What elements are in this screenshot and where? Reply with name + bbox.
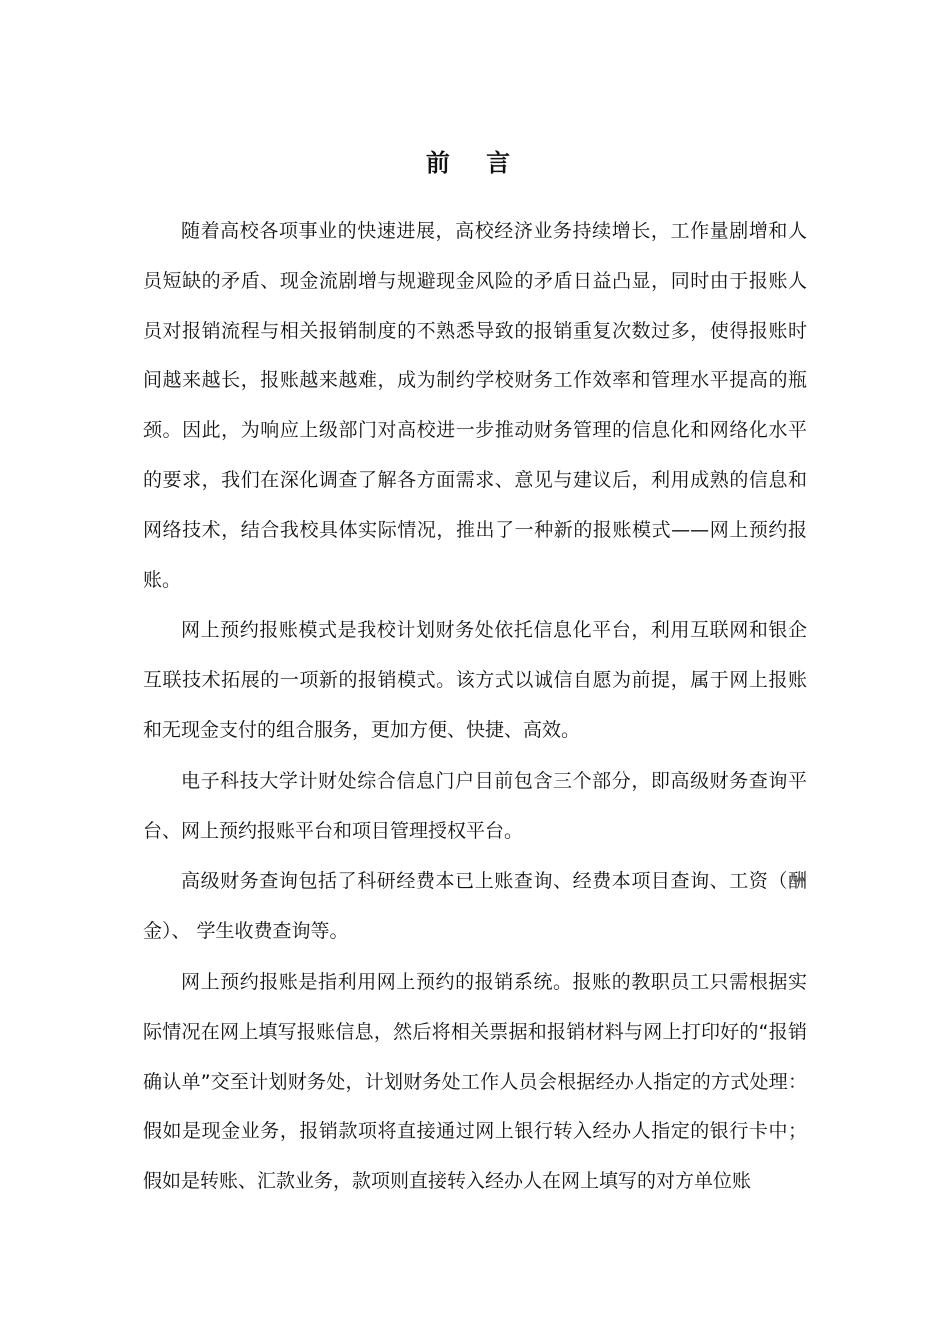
paragraph-5: 网上预约报账是指利用网上预约的报销系统。报账的教职员工只需根据实际情况在网上填写报账信息，然后将相关票据和报销材料与网上打印好的“报销确认单”交至计划财务处，计划财务处工作人员会根据经办人指定的方式处理：假如是现金业务，报销款项将直接通过网上银行转入经办人指定的银行卡中；假如是转账、汇款业务，款项则直接转入经办人在网上填写的对方单位账 [143,970,807,1193]
body-text [143,207,807,1208]
paragraph-2: 网上预约报账模式是我校计划财务处依托信息化平台，利用互联网和银企互联技术拓展的一项新的报销模式。该方式以诚信自愿为前提，属于网上报账和无现金支付的组合服务，更加方便、快捷、高效。 [143,619,807,741]
paragraph-1: 随着高校各项事业的快速进展，高校经济业务持续增长，工作量剧增和人员短缺的矛盾、现金流剧增与规避现金风险的矛盾日益凸显，同时由于报账人员对报销流程与相关报销制度的不熟悉导致的报销重复次数过多，使得报账时间越来越长，报账越来越难，成为制约学校财务工作效率和管理水平提高的瓶颈。因此，为响应上级部门对高校进一步推动财务管理的信息化和网络化水平的要求，我们在深化调查了解各方面需求、意见与建议后，利用成熟的信息和网络技术，结合我校具体实际情况，推出了一种新的报账模式——网上预约报账。 [143,220,807,591]
page-title: 前 言 [425,149,525,177]
paragraph-4: 高级财务查询包括了科研经费本已上账查询、经费本项目查询、工资（酬金）、 学生收费查询等。 [143,870,807,943]
paragraph-3: 电子科技大学计财处综合信息门户目前包含三个部分，即高级财务查询平台、网上预约报账平台和项目管理授权平台。 [143,769,807,842]
